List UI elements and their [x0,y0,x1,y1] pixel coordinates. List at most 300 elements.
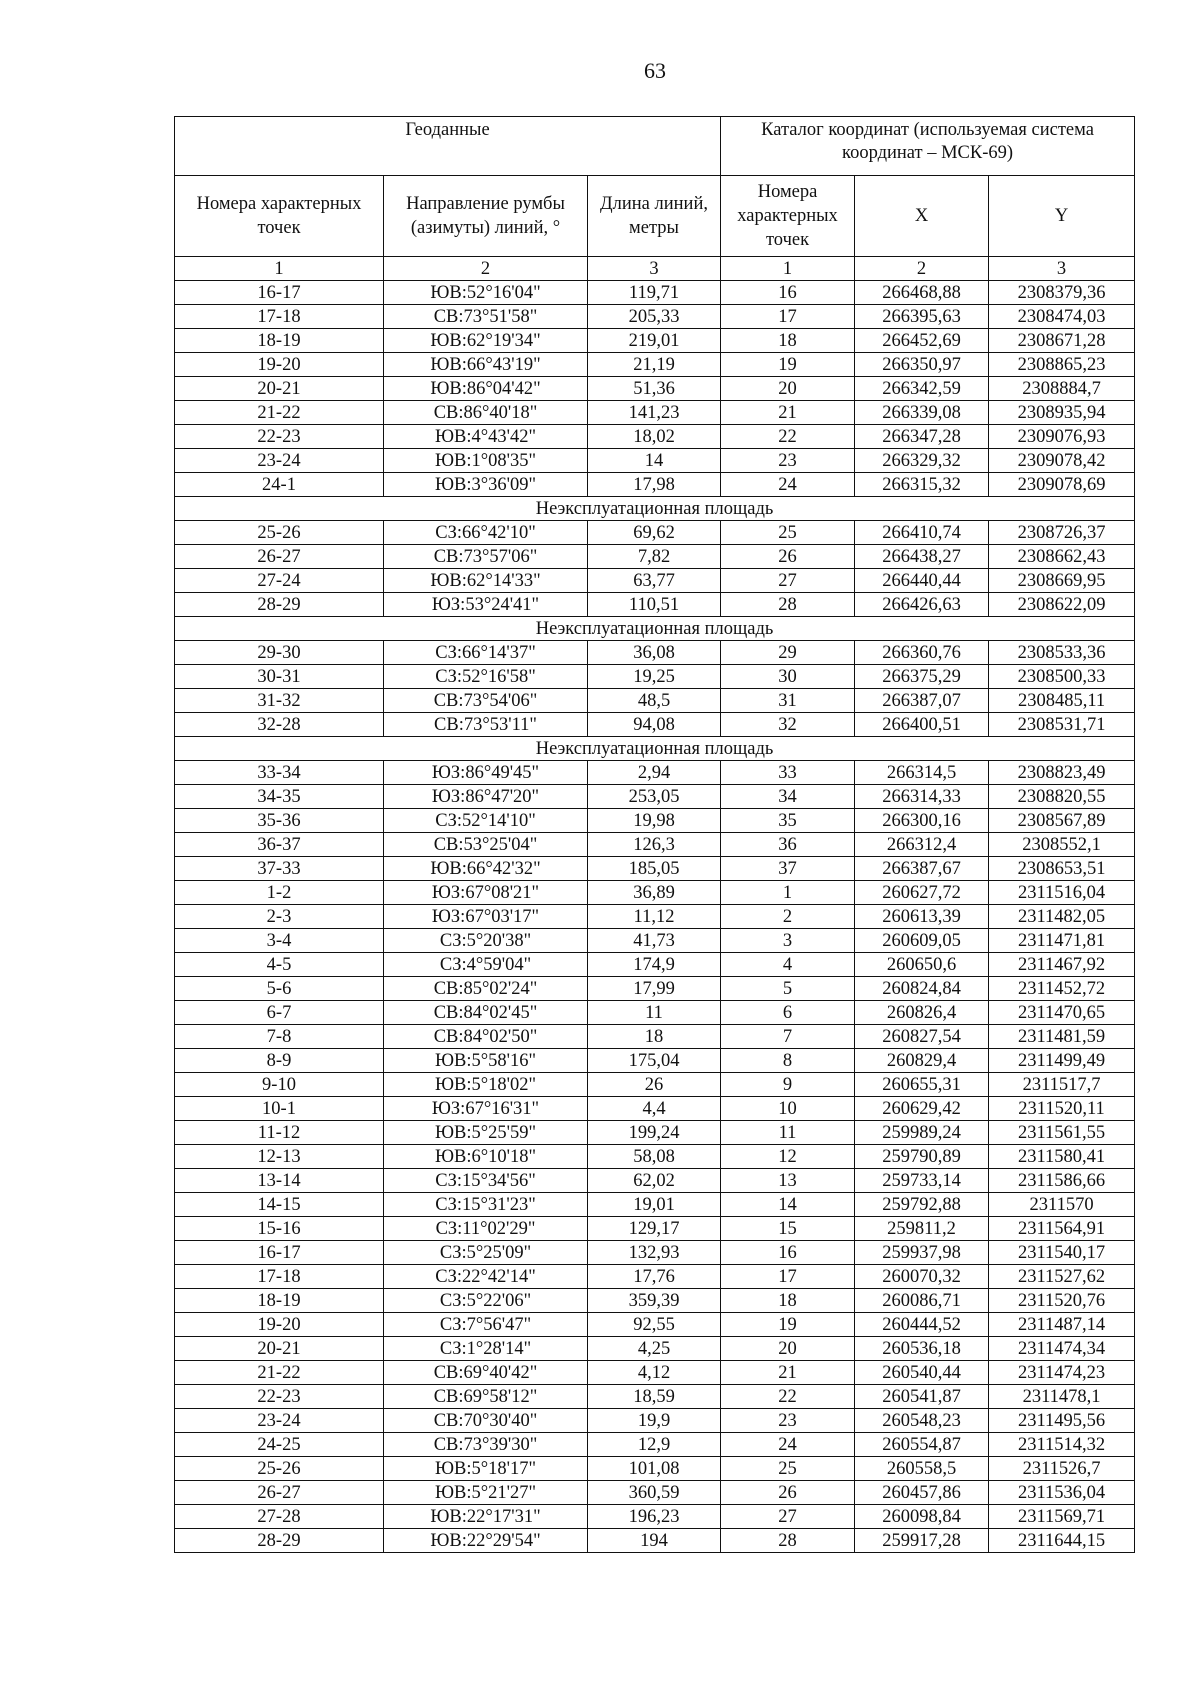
cell-y: 2309078,69 [989,473,1135,497]
table-row [175,401,1135,425]
cell-length: 360,59 [588,1481,721,1505]
cell-y: 2308823,49 [989,761,1135,785]
table-row [175,425,1135,449]
cell-segment: 22-23 [175,425,384,449]
cell-direction: СВ:73°57'06" [384,545,588,569]
cell-x: 260554,87 [855,1433,989,1457]
table-row [175,329,1135,353]
cell-segment: 2-3 [175,905,384,929]
cell-segment: 20-21 [175,1337,384,1361]
cell-y: 2311517,7 [989,1073,1135,1097]
section-separator-label: Неэксплуатационная площадь [175,497,1135,521]
cell-segment: 12-13 [175,1145,384,1169]
cell-point: 16 [721,281,855,305]
cell-y: 2311564,91 [989,1217,1135,1241]
cell-length: 126,3 [588,833,721,857]
cell-segment: 25-26 [175,521,384,545]
column-header-row [175,176,1135,257]
table-row [175,305,1135,329]
cell-segment: 1-2 [175,881,384,905]
table-row [175,377,1135,401]
cell-x: 260548,23 [855,1409,989,1433]
cell-y: 2311495,56 [989,1409,1135,1433]
cell-point: 18 [721,1289,855,1313]
cell-segment: 30-31 [175,665,384,689]
cell-x: 266339,08 [855,401,989,425]
cell-segment: 26-27 [175,1481,384,1505]
cell-segment: 9-10 [175,1073,384,1097]
cell-segment: 29-30 [175,641,384,665]
table-row [175,521,1135,545]
cell-direction: СЗ:5°25'09" [384,1241,588,1265]
cell-length: 17,98 [588,473,721,497]
cell-x: 266312,4 [855,833,989,857]
cell-y: 2308622,09 [989,593,1135,617]
column-index: 2 [855,257,989,281]
cell-y: 2311481,59 [989,1025,1135,1049]
table-row [175,857,1135,881]
cell-x: 260613,39 [855,905,989,929]
cell-direction: СВ:85°02'24" [384,977,588,1001]
cell-x: 259792,88 [855,1193,989,1217]
cell-x: 266375,29 [855,665,989,689]
cell-point: 30 [721,665,855,689]
cell-point: 12 [721,1145,855,1169]
cell-y: 2309078,42 [989,449,1135,473]
cell-segment: 19-20 [175,1313,384,1337]
cell-x: 260824,84 [855,977,989,1001]
table-row [175,1481,1135,1505]
cell-y: 2311487,14 [989,1313,1135,1337]
cell-y: 2308552,1 [989,833,1135,857]
cell-segment: 13-14 [175,1169,384,1193]
cell-point: 11 [721,1121,855,1145]
cell-point: 28 [721,593,855,617]
cell-length: 4,25 [588,1337,721,1361]
cell-direction: ЮВ:62°19'34" [384,329,588,353]
cell-y: 2311474,23 [989,1361,1135,1385]
table-row [175,1169,1135,1193]
cell-length: 205,33 [588,305,721,329]
cell-x: 259917,28 [855,1529,989,1553]
cell-direction: ЮЗ:67°08'21" [384,881,588,905]
cell-x: 259989,24 [855,1121,989,1145]
cell-point: 26 [721,545,855,569]
table-row [175,569,1135,593]
cell-direction: СЗ:52°14'10" [384,809,588,833]
cell-point: 35 [721,809,855,833]
cell-direction: СЗ:5°20'38" [384,929,588,953]
cell-x: 260098,84 [855,1505,989,1529]
cell-y: 2308485,11 [989,689,1135,713]
cell-direction: СЗ:7°56'47" [384,1313,588,1337]
cell-segment: 28-29 [175,593,384,617]
section-separator-row [175,617,1135,641]
cell-segment: 4-5 [175,953,384,977]
table-row [175,1433,1135,1457]
cell-segment: 24-25 [175,1433,384,1457]
cell-x: 266452,69 [855,329,989,353]
table-row [175,593,1135,617]
cell-direction: ЮЗ:67°03'17" [384,905,588,929]
cell-segment: 19-20 [175,353,384,377]
cell-point: 28 [721,1529,855,1553]
cell-length: 219,01 [588,329,721,353]
cell-x: 266347,28 [855,425,989,449]
cell-y: 2311514,32 [989,1433,1135,1457]
section-separator-row [175,737,1135,761]
table-row [175,1529,1135,1553]
cell-segment: 17-18 [175,1265,384,1289]
cell-length: 359,39 [588,1289,721,1313]
cell-point: 15 [721,1217,855,1241]
cell-direction: ЮЗ:86°49'45" [384,761,588,785]
cell-point: 21 [721,401,855,425]
table-row [175,1145,1135,1169]
cell-length: 7,82 [588,545,721,569]
cell-direction: СВ:53°25'04" [384,833,588,857]
cell-point: 25 [721,521,855,545]
column-index: 3 [588,257,721,281]
cell-y: 2311526,7 [989,1457,1135,1481]
cell-direction: ЮВ:3°36'09" [384,473,588,497]
cell-x: 266387,67 [855,857,989,881]
cell-y: 2308662,43 [989,545,1135,569]
cell-length: 63,77 [588,569,721,593]
cell-segment: 28-29 [175,1529,384,1553]
table-row [175,809,1135,833]
cell-direction: СЗ:22°42'14" [384,1265,588,1289]
cell-direction: СВ:73°51'58" [384,305,588,329]
table-row [175,905,1135,929]
cell-direction: СЗ:66°42'10" [384,521,588,545]
cell-point: 19 [721,1313,855,1337]
cell-point: 27 [721,1505,855,1529]
cell-length: 94,08 [588,713,721,737]
cell-y: 2308567,89 [989,809,1135,833]
column-index: 2 [384,257,588,281]
section-header-row [175,117,1135,176]
cell-x: 266314,5 [855,761,989,785]
cell-direction: ЮВ:5°18'17" [384,1457,588,1481]
column-header-catalog-points: Номера характерных точек [721,176,855,257]
cell-length: 101,08 [588,1457,721,1481]
cell-segment: 34-35 [175,785,384,809]
section-separator-label: Неэксплуатационная площадь [175,737,1135,761]
cell-direction: СВ:73°54'06" [384,689,588,713]
cell-segment: 23-24 [175,1409,384,1433]
table-row [175,641,1135,665]
table-row [175,1289,1135,1313]
cell-x: 260627,72 [855,881,989,905]
cell-direction: СВ:69°58'12" [384,1385,588,1409]
cell-point: 25 [721,1457,855,1481]
table-row [175,1097,1135,1121]
cell-direction: ЮВ:5°18'02" [384,1073,588,1097]
cell-x: 266314,33 [855,785,989,809]
cell-point: 1 [721,881,855,905]
cell-length: 26 [588,1073,721,1097]
column-index: 3 [989,257,1135,281]
cell-length: 21,19 [588,353,721,377]
cell-point: 24 [721,1433,855,1457]
cell-y: 2311471,81 [989,929,1135,953]
cell-point: 17 [721,305,855,329]
cell-direction: ЮВ:86°04'42" [384,377,588,401]
cell-length: 196,23 [588,1505,721,1529]
cell-point: 32 [721,713,855,737]
cell-direction: ЮЗ:53°24'41" [384,593,588,617]
cell-x: 260650,6 [855,953,989,977]
cell-direction: ЮВ:4°43'42" [384,425,588,449]
cell-point: 22 [721,1385,855,1409]
cell-direction: ЮВ:66°42'32" [384,857,588,881]
cell-direction: СЗ:5°22'06" [384,1289,588,1313]
table-row [175,953,1135,977]
section-catalog-header: Каталог координат (используемая система координат – МСК-69) [721,117,1135,176]
cell-segment: 16-17 [175,1241,384,1265]
cell-length: 51,36 [588,377,721,401]
cell-point: 23 [721,1409,855,1433]
coordinates-table [174,116,1135,1553]
cell-segment: 21-22 [175,401,384,425]
cell-length: 12,9 [588,1433,721,1457]
table-row [175,713,1135,737]
cell-y: 2311474,34 [989,1337,1135,1361]
cell-direction: СЗ:52°16'58" [384,665,588,689]
cell-direction: СЗ:11°02'29" [384,1217,588,1241]
cell-point: 19 [721,353,855,377]
cell-length: 132,93 [588,1241,721,1265]
cell-point: 13 [721,1169,855,1193]
cell-segment: 21-22 [175,1361,384,1385]
cell-x: 260540,44 [855,1361,989,1385]
cell-segment: 18-19 [175,329,384,353]
table-body [175,117,1135,1553]
cell-length: 110,51 [588,593,721,617]
table-row [175,1025,1135,1049]
cell-length: 18,59 [588,1385,721,1409]
cell-y: 2311516,04 [989,881,1135,905]
cell-direction: СЗ:66°14'37" [384,641,588,665]
cell-length: 129,17 [588,1217,721,1241]
table-row [175,353,1135,377]
cell-direction: ЮВ:5°25'59" [384,1121,588,1145]
cell-segment: 27-28 [175,1505,384,1529]
table-row [175,1337,1135,1361]
cell-direction: ЮВ:66°43'19" [384,353,588,377]
cell-x: 260655,31 [855,1073,989,1097]
cell-point: 23 [721,449,855,473]
column-header-y: Y [989,176,1135,257]
cell-direction: СВ:69°40'42" [384,1361,588,1385]
cell-y: 2311570 [989,1193,1135,1217]
cell-length: 194 [588,1529,721,1553]
section-geodata-header: Геоданные [175,117,721,176]
cell-point: 34 [721,785,855,809]
cell-direction: СВ:73°53'11" [384,713,588,737]
cell-x: 259733,14 [855,1169,989,1193]
cell-x: 266342,59 [855,377,989,401]
cell-x: 260629,42 [855,1097,989,1121]
table-row [175,1385,1135,1409]
cell-length: 17,76 [588,1265,721,1289]
cell-y: 2311586,66 [989,1169,1135,1193]
cell-x: 266426,63 [855,593,989,617]
cell-point: 9 [721,1073,855,1097]
table-row [175,1409,1135,1433]
table-row [175,1001,1135,1025]
column-header-x: X [855,176,989,257]
cell-segment: 27-24 [175,569,384,593]
cell-direction: ЮЗ:67°16'31" [384,1097,588,1121]
cell-segment: 36-37 [175,833,384,857]
cell-length: 18 [588,1025,721,1049]
cell-segment: 35-36 [175,809,384,833]
cell-point: 37 [721,857,855,881]
cell-length: 253,05 [588,785,721,809]
cell-direction: СЗ:1°28'14" [384,1337,588,1361]
cell-x: 266438,27 [855,545,989,569]
cell-x: 266410,74 [855,521,989,545]
cell-segment: 33-34 [175,761,384,785]
cell-y: 2308865,23 [989,353,1135,377]
cell-x: 260558,5 [855,1457,989,1481]
cell-x: 266387,07 [855,689,989,713]
cell-direction: СЗ:4°59'04" [384,953,588,977]
cell-segment: 14-15 [175,1193,384,1217]
cell-length: 58,08 [588,1145,721,1169]
cell-length: 11,12 [588,905,721,929]
cell-point: 36 [721,833,855,857]
cell-x: 266360,76 [855,641,989,665]
cell-y: 2311520,11 [989,1097,1135,1121]
cell-length: 17,99 [588,977,721,1001]
cell-y: 2311452,72 [989,977,1135,1001]
table-row [175,1313,1135,1337]
cell-point: 17 [721,1265,855,1289]
cell-length: 11 [588,1001,721,1025]
cell-x: 259790,89 [855,1145,989,1169]
table-row [175,1265,1135,1289]
cell-segment: 31-32 [175,689,384,713]
cell-point: 3 [721,929,855,953]
table-row [175,665,1135,689]
cell-point: 14 [721,1193,855,1217]
cell-length: 119,71 [588,281,721,305]
table-row [175,1121,1135,1145]
cell-length: 41,73 [588,929,721,953]
table-row [175,1361,1135,1385]
cell-y: 2311499,49 [989,1049,1135,1073]
cell-x: 266400,51 [855,713,989,737]
cell-direction: ЮВ:22°29'54" [384,1529,588,1553]
page-number: 63 [644,58,666,83]
cell-point: 4 [721,953,855,977]
column-header-length: Длина линий, метры [588,176,721,257]
cell-x: 259811,2 [855,1217,989,1241]
column-index: 1 [721,257,855,281]
table-row [175,1193,1135,1217]
cell-x: 266350,97 [855,353,989,377]
cell-length: 92,55 [588,1313,721,1337]
cell-length: 62,02 [588,1169,721,1193]
cell-point: 22 [721,425,855,449]
cell-y: 2311527,62 [989,1265,1135,1289]
cell-segment: 16-17 [175,281,384,305]
cell-direction: СВ:86°40'18" [384,401,588,425]
cell-x: 266440,44 [855,569,989,593]
cell-direction: ЮВ:6°10'18" [384,1145,588,1169]
cell-y: 2311478,1 [989,1385,1135,1409]
cell-direction: ЮВ:5°21'27" [384,1481,588,1505]
cell-segment: 25-26 [175,1457,384,1481]
cell-y: 2308726,37 [989,521,1135,545]
cell-segment: 24-1 [175,473,384,497]
cell-x: 266395,63 [855,305,989,329]
cell-length: 36,08 [588,641,721,665]
cell-length: 4,12 [588,1361,721,1385]
table-row [175,785,1135,809]
table-row [175,1505,1135,1529]
cell-segment: 22-23 [175,1385,384,1409]
table-row [175,281,1135,305]
table-row [175,881,1135,905]
cell-x: 260826,4 [855,1001,989,1025]
cell-length: 18,02 [588,425,721,449]
cell-direction: СВ:84°02'50" [384,1025,588,1049]
cell-y: 2311561,55 [989,1121,1135,1145]
cell-direction: ЮВ:52°16'04" [384,281,588,305]
cell-length: 14 [588,449,721,473]
cell-x: 260444,52 [855,1313,989,1337]
cell-direction: ЮВ:5°58'16" [384,1049,588,1073]
cell-y: 2308653,51 [989,857,1135,881]
cell-length: 175,04 [588,1049,721,1073]
cell-direction: СЗ:15°34'56" [384,1169,588,1193]
cell-y: 2308379,36 [989,281,1135,305]
section-separator-label: Неэксплуатационная площадь [175,617,1135,641]
cell-direction: СВ:84°02'45" [384,1001,588,1025]
cell-point: 8 [721,1049,855,1073]
table-row [175,761,1135,785]
cell-x: 266468,88 [855,281,989,305]
cell-x: 260829,4 [855,1049,989,1073]
cell-point: 29 [721,641,855,665]
cell-length: 36,89 [588,881,721,905]
cell-length: 19,98 [588,809,721,833]
cell-point: 20 [721,377,855,401]
cell-y: 2311569,71 [989,1505,1135,1529]
cell-y: 2311482,05 [989,905,1135,929]
cell-x: 266329,32 [855,449,989,473]
cell-y: 2308531,71 [989,713,1135,737]
cell-y: 2311520,76 [989,1289,1135,1313]
table-row [175,689,1135,713]
table-row [175,449,1135,473]
cell-direction: СЗ:15°31'23" [384,1193,588,1217]
cell-length: 19,01 [588,1193,721,1217]
cell-x: 260541,87 [855,1385,989,1409]
cell-length: 2,94 [588,761,721,785]
cell-length: 69,62 [588,521,721,545]
table-row [175,545,1135,569]
cell-y: 2311540,17 [989,1241,1135,1265]
cell-point: 24 [721,473,855,497]
table-row [175,1217,1135,1241]
cell-point: 31 [721,689,855,713]
cell-length: 48,5 [588,689,721,713]
